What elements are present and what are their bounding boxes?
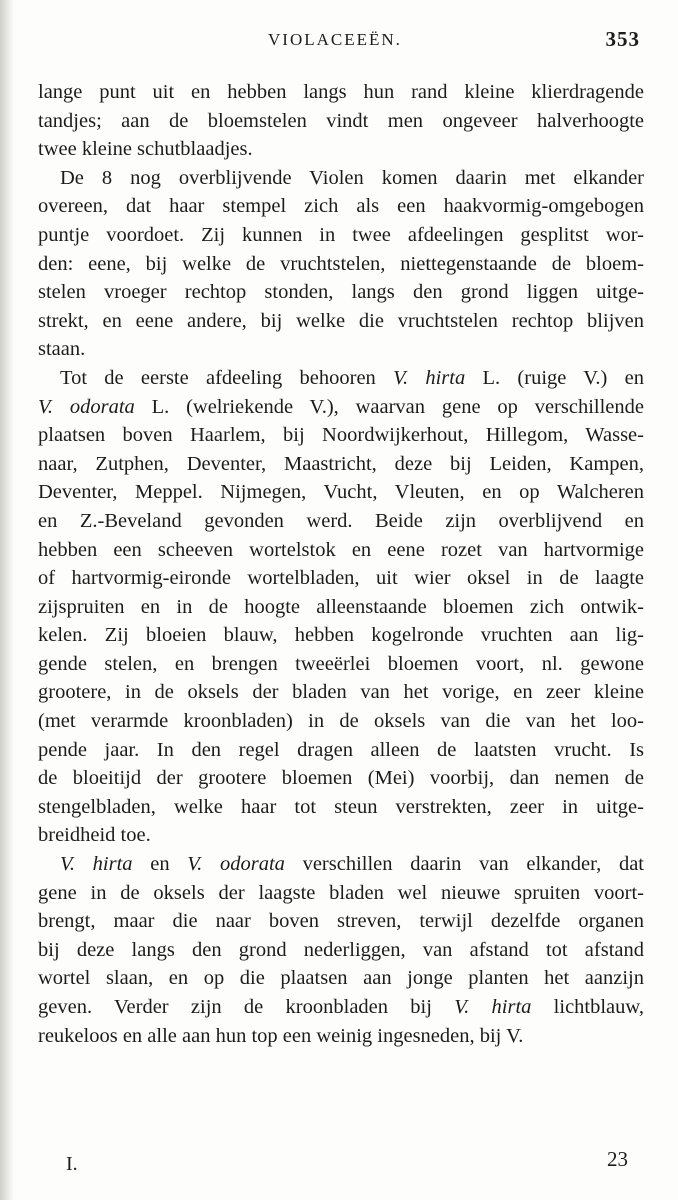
text-segment: lichtblauw,	[531, 996, 644, 1018]
text-line	[38, 364, 644, 393]
text-line	[38, 593, 644, 622]
text-line	[38, 936, 644, 965]
text-line	[38, 421, 644, 450]
text-line	[38, 564, 644, 593]
text-segment: strekt, en eene andere, bij welke die vruchtstelen rechtop blijven	[38, 309, 644, 332]
text-segment: plaatsen boven Haarlem, bij Noordwijkerhout, Hillegom, Wasse-	[38, 424, 644, 447]
text-segment: Deventer, Meppel. Nijmegen, Vucht, Vleuten, en op Walcheren	[38, 481, 644, 504]
signature-mark: I.	[66, 1153, 78, 1175]
text-line	[38, 135, 644, 164]
text-segment: of hartvormig-eironde wortelbladen, uit wier oksel in de laagte	[38, 567, 644, 590]
text-segment: Tot de eerste afdeeling behooren	[60, 366, 394, 389]
text-segment: (met verarmde kroonbladen) in de oksels van die van het loo-	[38, 710, 644, 733]
text-line	[38, 821, 644, 850]
species-name: V. odorata	[38, 395, 135, 418]
text-line	[38, 536, 644, 565]
text-line	[38, 964, 644, 993]
text-line	[38, 164, 644, 193]
text-segment: lange punt uit en hebben langs hun rand kleine klierdragende	[38, 81, 644, 103]
text-line	[38, 478, 644, 507]
text-segment: en	[132, 853, 188, 876]
text-line	[38, 278, 644, 307]
species-name: V. hirta	[454, 996, 532, 1018]
species-name: V. hirta	[60, 853, 133, 876]
text-segment: en Z.-Beveland gevonden werd. Beide zijn overblijvend en	[38, 509, 644, 532]
text-segment: de bloeitijd der grootere bloemen (Mei) voorbij, dan nemen de	[38, 767, 644, 790]
text-segment: overeen, dat haar stempel zich als een haakvormig-omgebogen	[38, 195, 644, 218]
text-segment: grootere, in de oksels der bladen van het vorige, en zeer kleine	[38, 681, 644, 704]
body-text	[38, 78, 644, 1050]
text-line	[38, 736, 644, 765]
text-segment: De 8 nog overblijvende Violen komen daarin met elkander	[60, 166, 644, 189]
text-line	[38, 650, 644, 679]
text-segment: den: eene, bij welke de vruchtstelen, niettegenstaande de bloem-	[38, 252, 644, 275]
text-segment: L. (welriekende V.), waarvan gene op verschillende	[134, 395, 644, 418]
text-segment: brengt, maar die naar boven streven, terwijl dezelfde organen	[38, 910, 644, 933]
text-segment: geven. Verder zijn de kroonbladen bij	[38, 996, 455, 1018]
text-segment: L. (ruige V.) en	[465, 366, 645, 389]
running-head	[0, 27, 678, 54]
text-segment: tandjes; aan de bloemstelen vindt men ongeveer halverhoogte	[38, 109, 644, 132]
page-gutter-shadow	[0, 0, 14, 1200]
text-segment: wortel slaan, en op die plaatsen aan jonge planten het aanzijn	[38, 967, 644, 990]
text-line	[38, 393, 644, 422]
text-segment: puntje voordoet. Zij kunnen in twee afdeelingen gesplitst wor-	[38, 223, 644, 246]
text-segment: breidheid toe.	[38, 824, 151, 847]
text-line	[38, 307, 644, 336]
text-segment: hebben een scheeven wortelstok en eene rozet van hartvormige	[38, 538, 644, 561]
text-segment: bij deze langs den grond nederliggen, van afstand tot afstand	[38, 938, 644, 961]
text-segment: twee kleine schutblaadjes.	[38, 138, 253, 161]
text-line	[38, 78, 644, 107]
text-line	[38, 793, 644, 822]
text-segment: gende stelen, en brengen tweeërlei bloemen voort, nl. gewone	[38, 652, 644, 675]
text-line	[38, 764, 644, 793]
running-title: VIOLACEEËN.	[268, 30, 402, 49]
text-line	[38, 907, 644, 936]
text-segment: zijspruiten en in de hoogte alleenstaande bloemen zich ontwik-	[38, 595, 644, 618]
species-name: V. odorata	[187, 853, 285, 876]
text-segment: naar, Zutphen, Deventer, Maastricht, deze bij Leiden, Kampen,	[38, 452, 644, 475]
text-line	[38, 335, 644, 364]
species-name: V. hirta	[393, 366, 466, 389]
text-line	[38, 621, 644, 650]
text-line	[38, 507, 644, 536]
sheet-number: 23	[607, 1147, 628, 1171]
text-line	[38, 879, 644, 908]
text-line	[38, 107, 644, 136]
text-line	[38, 993, 644, 1022]
text-line	[38, 192, 644, 221]
text-segment: pende jaar. In den regel dragen alleen de laatsten vrucht. Is	[38, 738, 644, 761]
text-segment: staan.	[38, 338, 86, 361]
text-segment: kelen. Zij bloeien blauw, hebben kogelronde vruchten aan lig-	[38, 624, 644, 647]
page-number: 353	[605, 27, 640, 51]
text-line	[38, 850, 644, 879]
text-line	[38, 678, 644, 707]
text-line	[38, 1022, 644, 1051]
text-line	[38, 450, 644, 479]
text-segment: verschillen daarin van elkander, dat	[284, 853, 644, 876]
text-line	[38, 707, 644, 736]
text-line	[38, 250, 644, 279]
text-line	[38, 221, 644, 250]
text-segment: reukeloos en alle aan hun top een weinig ingesneden, bij V.	[38, 1024, 524, 1047]
text-segment: stengelbladen, welke haar tot steun verstrekten, zeer in uitge-	[38, 795, 644, 818]
text-segment: stelen vroeger rechtop stonden, langs den grond liggen uitge-	[38, 281, 644, 304]
text-segment: gene in de oksels der laagste bladen wel nieuwe spruiten voort-	[38, 881, 644, 904]
